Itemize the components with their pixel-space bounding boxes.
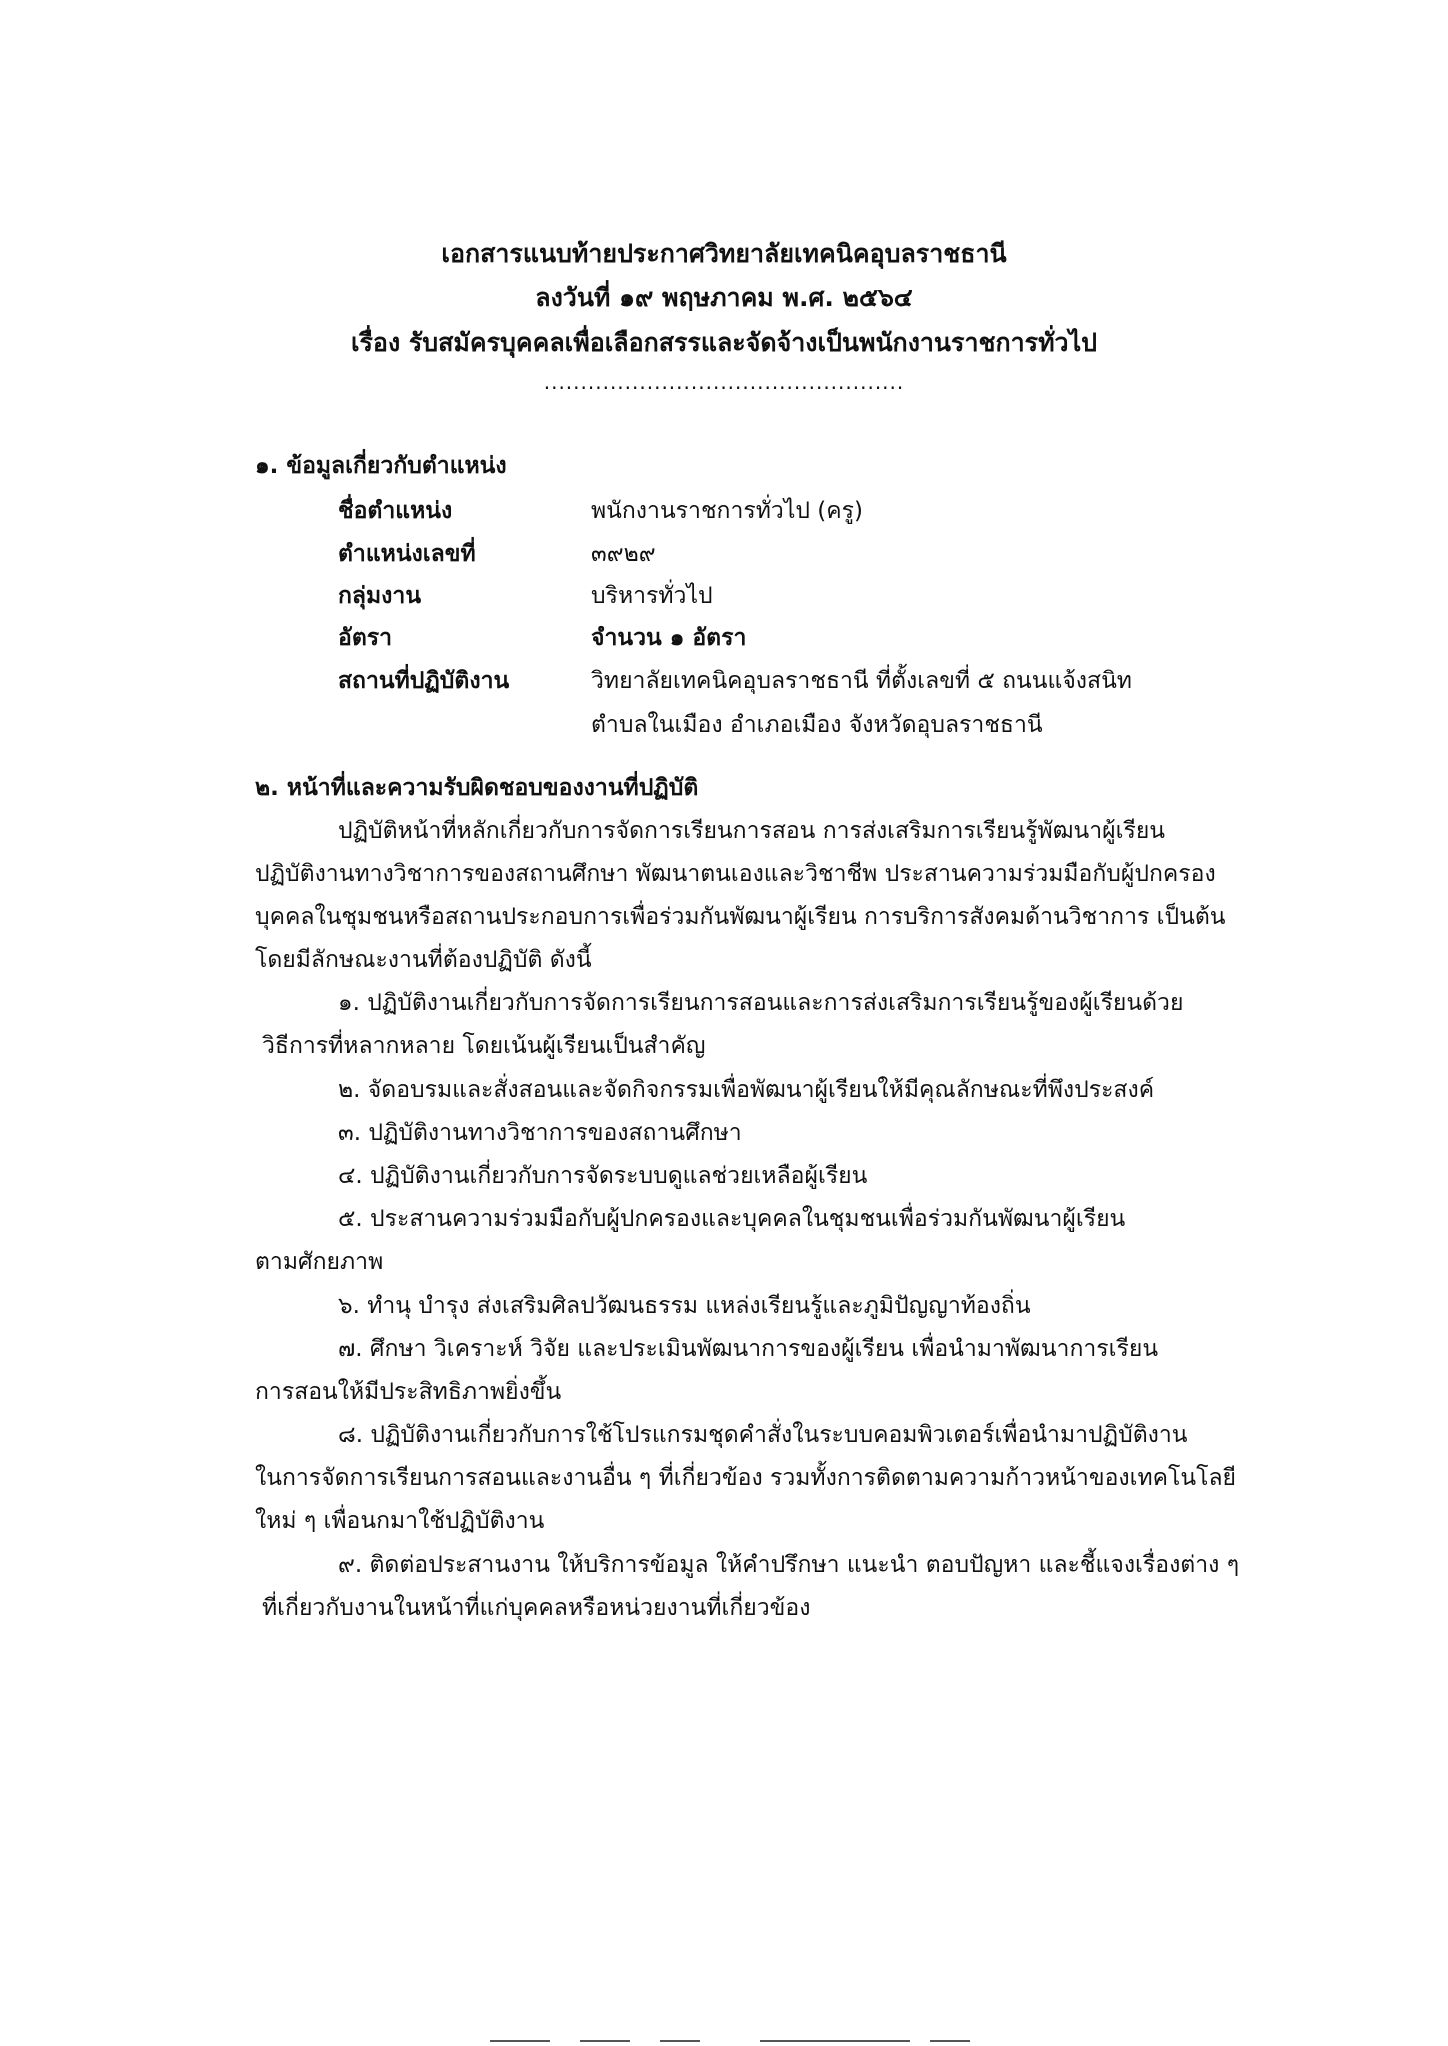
duty-item-3: ๓. ปฏิบัติงานทางวิชาการของสถานศึกษา bbox=[338, 1120, 742, 1146]
duty-item-6: ๖. ทำนุ บำรุง ส่งเสริมศิลปวัฒนธรรม แหล่งเรียนรู้และภูมิปัญญาท้องถิ่น bbox=[338, 1293, 1031, 1319]
info-value-work-group: บริหารทั่วไป bbox=[591, 583, 713, 609]
section-1-heading: ๑. ข้อมูลเกี่ยวกับตำแหน่ง bbox=[255, 453, 507, 479]
info-value-workplace-line-2: ตำบลในเมือง อำเภอเมือง จังหวัดอุบลราชธานี bbox=[591, 712, 1043, 738]
duty-item-9-cont: ที่เกี่ยวกับงานในหน้าที่แก่บุคคลหรือหน่วยงานที่เกี่ยวข้อง bbox=[262, 1595, 811, 1621]
header-line-2: ลงวันที่ ๑๙ พฤษภาคม พ.ศ. ๒๕๖๔ bbox=[535, 283, 913, 312]
info-label-position-number: ตำแหน่งเลขที่ bbox=[338, 541, 476, 567]
intro-line: โดยมีลักษณะงานที่ต้องปฏิบัติ ดังนี้ bbox=[255, 947, 592, 973]
info-value-workplace: วิทยาลัยเทคนิคอุบลราชธานี ที่ตั้งเลขที่ ๕ ถนนแจ้งสนิท bbox=[591, 668, 1132, 694]
header-line-1: เอกสารแนบท้ายประกาศวิทยาลัยเทคนิคอุบลราชธานี bbox=[441, 239, 1007, 268]
duty-item-1: ๑. ปฏิบัติงานเกี่ยวกับการจัดการเรียนการสอนและการส่งเสริมการเรียนรู้ของผู้เรียนด้วย bbox=[338, 990, 1184, 1016]
intro-line: ปฏิบัติหน้าที่หลักเกี่ยวกับการจัดการเรียนการสอน การส่งเสริมการเรียนรู้พัฒนาผู้เรียน bbox=[338, 818, 1166, 844]
info-value-position-name: พนักงานราชการทั่วไป (ครู) bbox=[591, 498, 863, 524]
info-label-position-name: ชื่อตำแหน่ง bbox=[338, 498, 453, 524]
header-line-3: เรื่อง รับสมัครบุคคลเพื่อเลือกสรรและจัดจ้างเป็นพนักงานราชการทั่วไป bbox=[350, 328, 1098, 357]
footer-cutoff-marks bbox=[490, 2038, 990, 2046]
duty-item-8-cont-2: ใหม่ ๆ เพื่อนกมาใช้ปฏิบัติงาน bbox=[255, 1508, 545, 1534]
duty-item-7: ๗. ศึกษา วิเคราะห์ วิจัย และประเมินพัฒนาการของผู้เรียน เพื่อนำมาพัฒนาการเรียน bbox=[338, 1336, 1159, 1362]
duty-item-1-cont: วิธีการที่หลากหลาย โดยเน้นผู้เรียนเป็นสำคัญ bbox=[262, 1033, 706, 1059]
duty-item-8: ๘. ปฏิบัติงานเกี่ยวกับการใช้โปรแกรมชุดคำสั่งในระบบคอมพิวเตอร์เพื่อนำมาปฏิบัติงาน bbox=[338, 1422, 1188, 1448]
section-2-heading: ๒. หน้าที่และความรับผิดชอบของงานที่ปฏิบัติ bbox=[255, 775, 699, 801]
duty-item-7-cont: การสอนให้มีประสิทธิภาพยิ่งขึ้น bbox=[255, 1379, 562, 1405]
intro-line: ปฏิบัติงานทางวิชาการของสถานศึกษา พัฒนาตนเองและวิชาชีพ ประสานความร่วมมือกับผู้ปกครอง bbox=[255, 861, 1216, 887]
info-label-workplace: สถานที่ปฏิบัติงาน bbox=[338, 668, 510, 694]
intro-line: บุคคลในชุมชนหรือสถานประกอบการเพื่อร่วมกันพัฒนาผู้เรียน การบริการสังคมด้านวิชาการ เป็นต้น bbox=[255, 904, 1226, 930]
duty-item-5-cont: ตามศักยภาพ bbox=[255, 1249, 384, 1275]
info-value-rate: จำนวน ๑ อัตรา bbox=[591, 625, 747, 651]
duty-item-8-cont: ในการจัดการเรียนการสอนและงานอื่น ๆ ที่เกี่ยวข้อง รวมทั้งการติดตามความก้าวหน้าของเทคโนโลยี bbox=[255, 1465, 1237, 1491]
info-label-work-group: กลุ่มงาน bbox=[338, 583, 422, 609]
info-value-position-number: ๓๙๒๙ bbox=[591, 541, 656, 567]
duty-item-5: ๕. ประสานความร่วมมือกับผู้ปกครองและบุคคลในชุมชนเพื่อร่วมกันพัฒนาผู้เรียน bbox=[338, 1206, 1126, 1232]
duty-item-2: ๒. จัดอบรมและสั่งสอนและจัดกิจกรรมเพื่อพัฒนาผู้เรียนให้มีคุณลักษณะที่พึงประสงค์ bbox=[338, 1077, 1155, 1103]
duty-item-4: ๔. ปฏิบัติงานเกี่ยวกับการจัดระบบดูแลช่วยเหลือผู้เรียน bbox=[338, 1163, 868, 1189]
duty-item-9: ๙. ติดต่อประสานงาน ให้บริการข้อมูล ให้คำปรึกษา แนะนำ ตอบปัญหา และชี้แจงเรื่องต่าง ๆ bbox=[338, 1552, 1240, 1578]
info-label-rate: อัตรา bbox=[338, 625, 393, 651]
header-separator: ................................................. bbox=[543, 370, 905, 394]
